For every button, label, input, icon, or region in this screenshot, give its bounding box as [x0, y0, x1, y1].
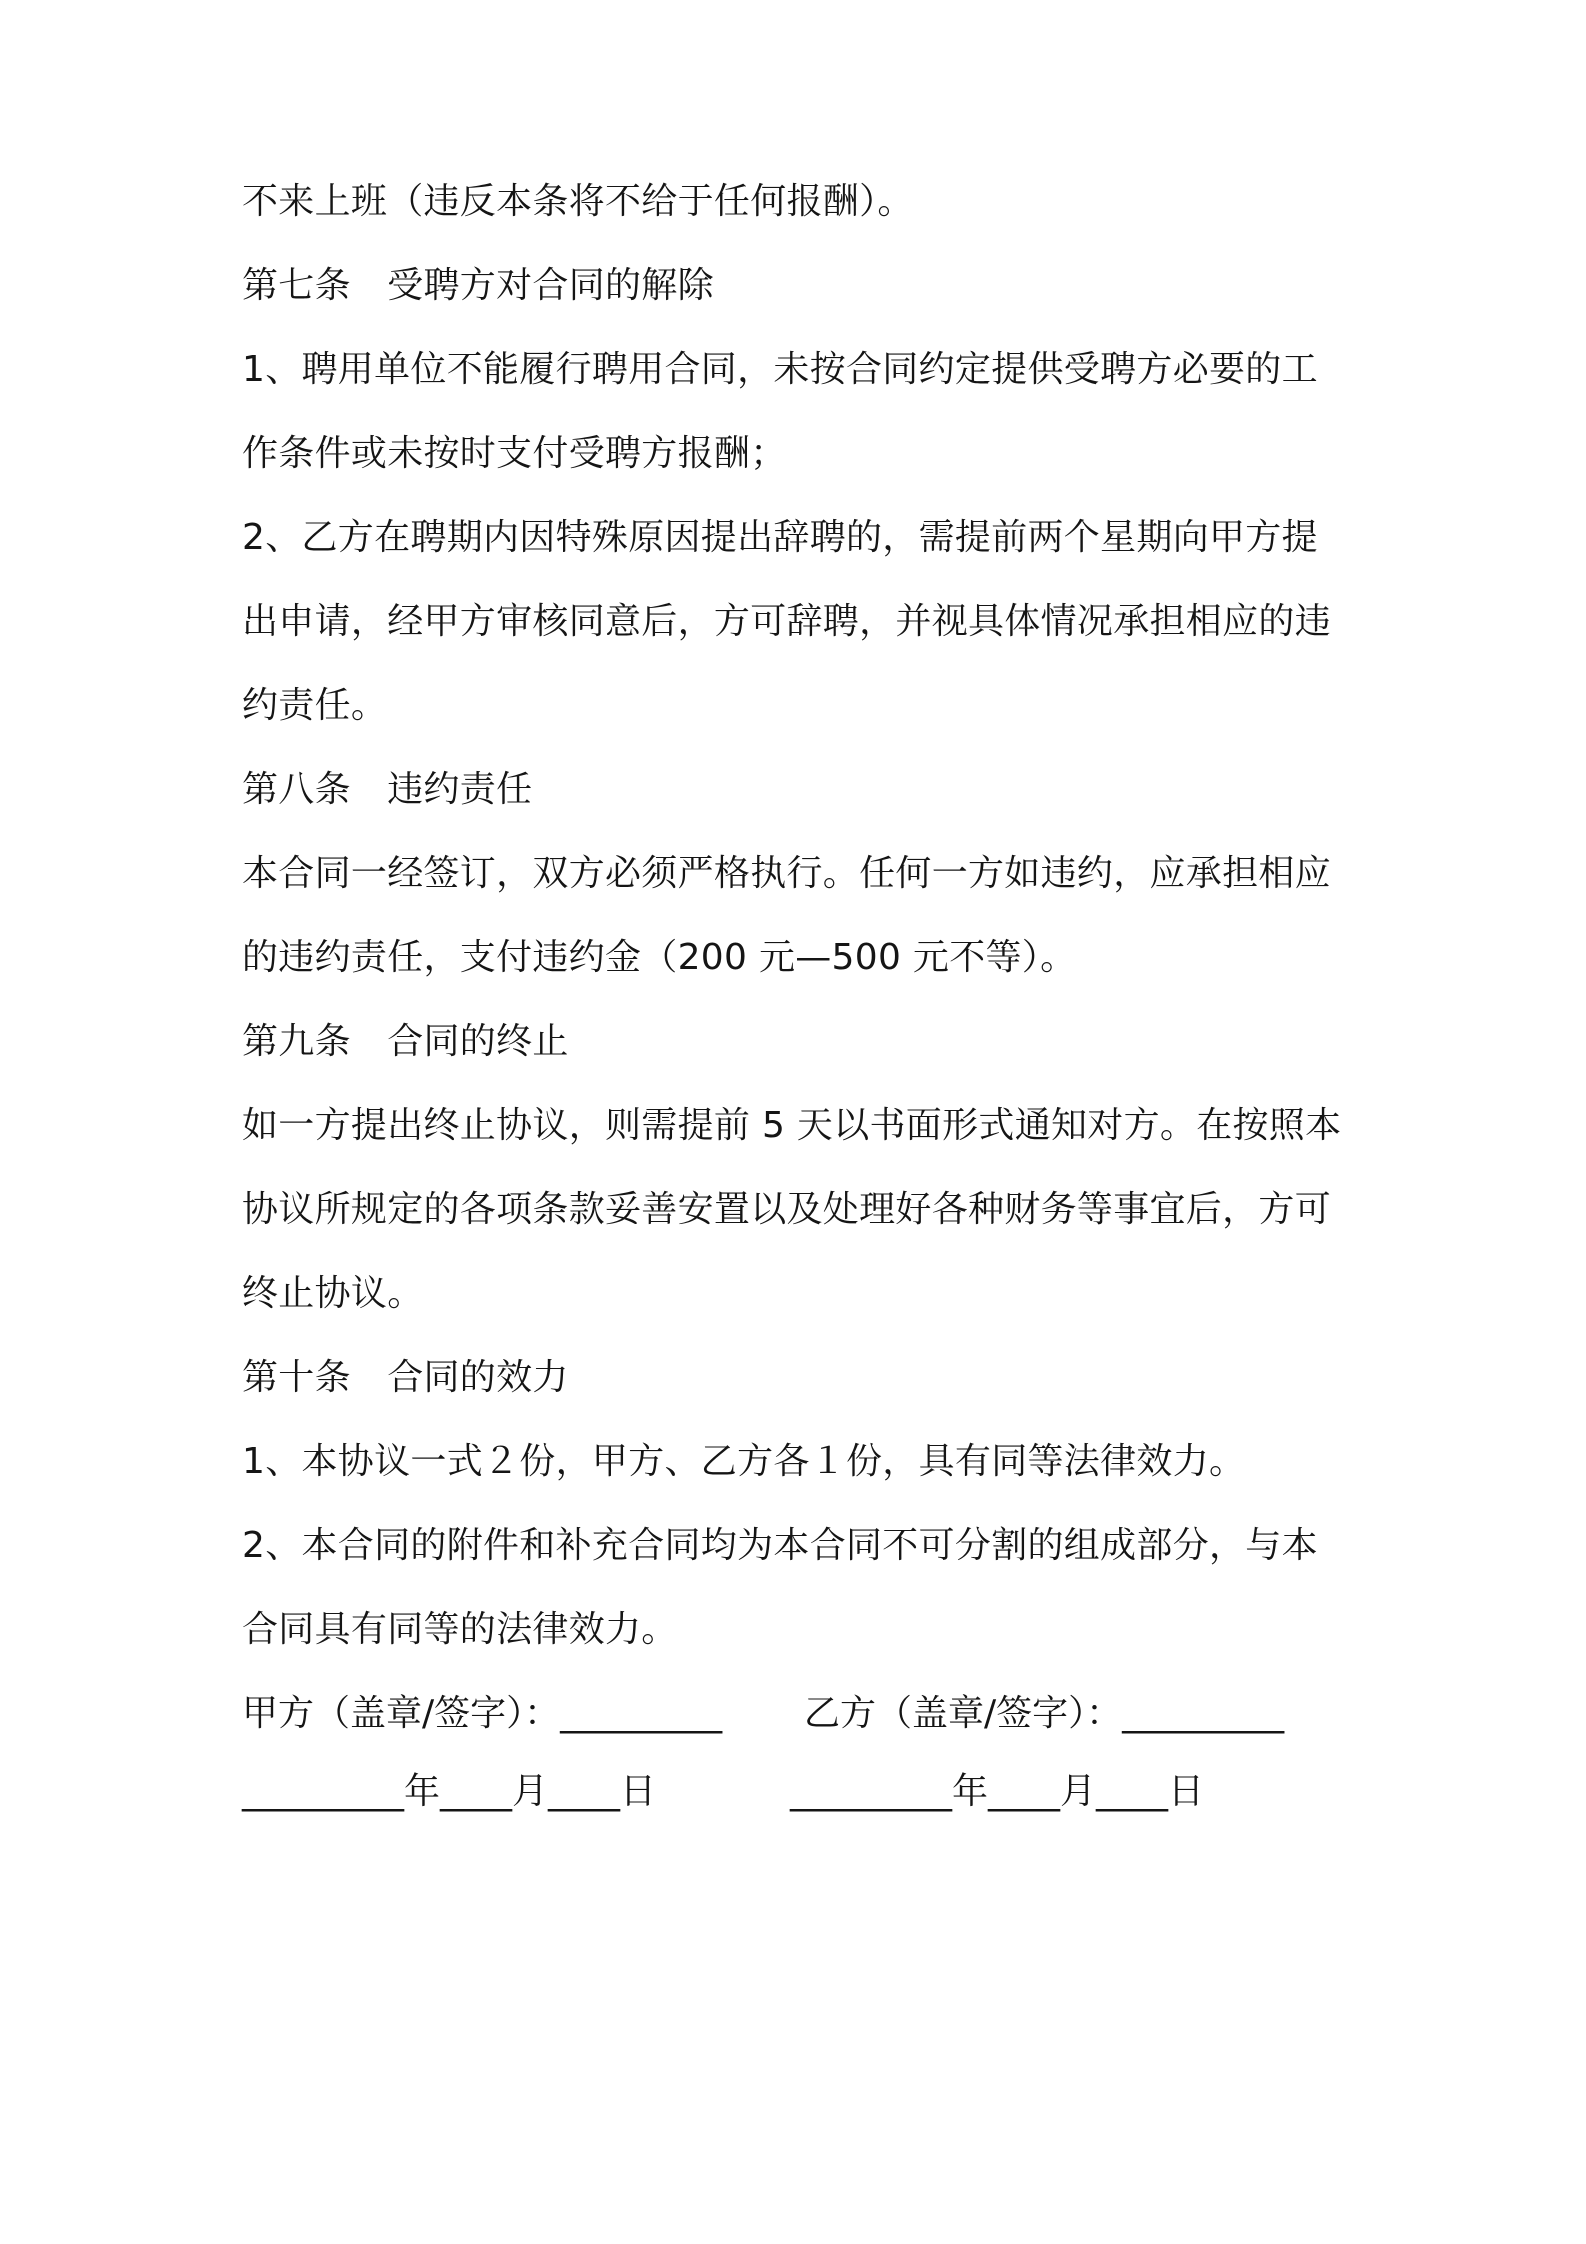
- text-line: 2、本合同的附件和补充合同均为本合同不可分割的组成部分，与本: [242, 1525, 1318, 1566]
- party-b-date-field: _________年____月____日: [790, 1771, 1204, 1812]
- text-line: 作条件或未按时支付受聘方报酬；: [242, 433, 787, 474]
- section-heading: 第九条 合同的终止: [242, 1021, 569, 1062]
- signature-row: [242, 1694, 1362, 1734]
- text-line: 本合同一经签订，双方必须严格执行。任何一方如违约，应承担相应: [242, 853, 1332, 894]
- party-b-signature-field: 乙方（盖章/签字）：_________: [804, 1693, 1285, 1734]
- text-line: 2、乙方在聘期内因特殊原因提出辞聘的，需提前两个星期向甲方提: [242, 517, 1318, 558]
- text-line: 1、本协议一式２份，甲方、乙方各１份，具有同等法律效力。: [242, 1441, 1246, 1482]
- text-line: 的违约责任，支付违约金（200 元—500 元不等）。: [242, 937, 1077, 978]
- date-row: [242, 1772, 1362, 1812]
- text-line: 1、聘用单位不能履行聘用合同，未按合同约定提供受聘方必要的工: [242, 349, 1318, 390]
- text-line: 出申请，经甲方审核同意后，方可辞聘，并视具体情况承担相应的违: [242, 601, 1332, 642]
- party-a-signature-field: 甲方（盖章/签字）：_________: [242, 1693, 723, 1734]
- party-a-date-field: _________年____月____日: [242, 1771, 656, 1812]
- text-line: 终止协议。: [242, 1273, 424, 1314]
- text-line: 如一方提出终止协议，则需提前 5 天以书面形式通知对方。在按照本: [242, 1105, 1342, 1146]
- text-line: 不来上班（违反本条将不给于任何报酬）。: [242, 181, 914, 222]
- section-heading: 第八条 违约责任: [242, 769, 533, 810]
- text-line: 约责任。: [242, 685, 388, 726]
- section-heading: 第十条 合同的效力: [242, 1357, 569, 1398]
- text-line: 协议所规定的各项条款妥善安置以及处理好各种财务等事宜后，方可: [242, 1189, 1332, 1230]
- text-line: 合同具有同等的法律效力。: [242, 1609, 678, 1650]
- section-heading: 第七条 受聘方对合同的解除: [242, 265, 714, 306]
